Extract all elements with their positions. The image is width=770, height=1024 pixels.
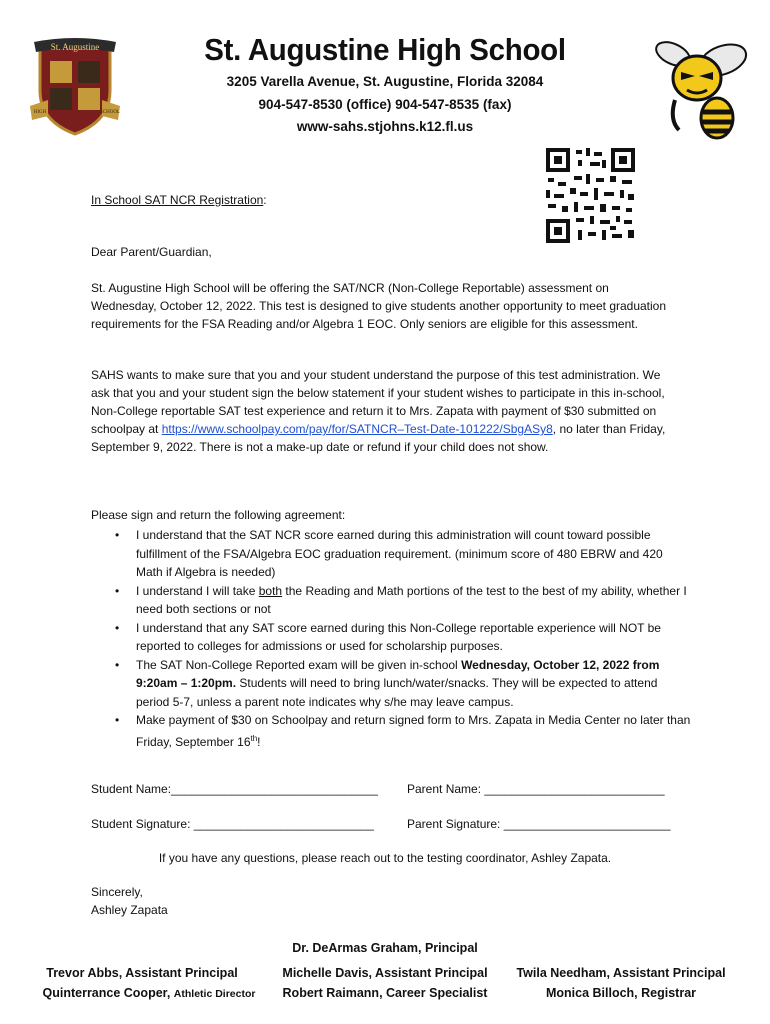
crest-left-text: HIGH bbox=[33, 110, 47, 115]
staff-mid-2: Robert Raimann, Career Specialist bbox=[282, 986, 488, 1000]
agreement-item bbox=[91, 656, 691, 712]
bullet: • bbox=[115, 528, 120, 542]
agreement-item-underlined: both bbox=[258, 583, 283, 598]
registration-heading-text: In School SAT NCR Registration bbox=[91, 193, 264, 207]
ordinal-suffix: th bbox=[250, 733, 258, 743]
crest-banner-text: St. Augustine bbox=[50, 42, 100, 52]
paragraph-offering: St. Augustine High School will be offering the SAT/NCR (Non-College Reportable) assessment on Wednesday, October 12, 2022. This test is designed to give students another opportunity to meet graduation requirements for the FSA Reading and/or Algebra 1 EOC. Only seniors are eligible for this assessment. bbox=[91, 281, 667, 331]
school-website[interactable]: www-sahs.stjohns.k12.fl.us bbox=[296, 119, 474, 134]
agreement-item-text: the Reading and Math portions of the test to the best of my ability, whether I need both sections or not bbox=[136, 583, 687, 616]
registration-heading bbox=[91, 193, 267, 207]
schoolpay-link[interactable]: https://www.schoolpay.com/pay/for/SATNCR–Test-Date-101222/SbgASy8 bbox=[161, 422, 553, 436]
staff-mid-1: Michelle Davis, Assistant Principal bbox=[282, 966, 488, 980]
staff-right-2: Monica Billoch, Registrar bbox=[545, 986, 697, 1000]
registration-heading-colon: : bbox=[263, 193, 267, 207]
agreement-item-text: The SAT Non-College Reported exam will be given in-school bbox=[136, 657, 462, 672]
staff-right-1: Twila Needham, Assistant Principal bbox=[516, 966, 726, 980]
school-title: St. Augustine High School bbox=[204, 32, 566, 67]
agreement-item bbox=[91, 526, 691, 582]
bullet: • bbox=[115, 713, 120, 727]
student-name-field[interactable]: Student Name:_______________________________ bbox=[91, 782, 378, 796]
agreement-list bbox=[91, 526, 691, 751]
agreement-item-text: I understand I will take bbox=[136, 583, 259, 598]
agreement-item-text: Students will need to bring lunch/water/snacks. They will be expected to attend period 5-7, unless a parent note indicates why s/he may leave campus. bbox=[136, 676, 658, 709]
student-signature-field[interactable]: Student Signature: ___________________________ bbox=[91, 817, 374, 831]
parent-signature-field[interactable]: Parent Signature: _________________________ bbox=[407, 817, 671, 831]
bullet: • bbox=[115, 583, 120, 598]
agreement-item-text: Make payment of $30 on Schoolpay and return signed form to Mrs. Zapata in Media Center no later than Friday, September 16 bbox=[136, 713, 691, 749]
crest-right-text: SCHOOL bbox=[99, 110, 120, 115]
paragraph-purpose-text-b: , no later than Friday, September 9, 2022. There is not a make-up date or refund if your child does not show. bbox=[91, 422, 666, 454]
agreement-item bbox=[91, 619, 691, 656]
staff-left-2-name: Quinterrance Cooper, bbox=[42, 986, 171, 1000]
salutation: Dear Parent/Guardian, bbox=[91, 245, 212, 259]
agreement-intro: Please sign and return the following agreement: bbox=[91, 508, 346, 522]
school-phone-fax: 904-547-8530 (office) 904-547-8535 (fax) bbox=[258, 97, 512, 112]
exam-date-time: Wednesday, October 12, 2022 from 9:20am – 1:20pm. bbox=[136, 657, 660, 690]
agreement-item-text: I understand that any SAT score earned during this Non-College reportable experience will NOT be reported to colleges for admissions or used for scholarship purposes. bbox=[136, 620, 661, 653]
school-address: 3205 Varella Avenue, St. Augustine, Florida 32084 bbox=[226, 74, 544, 89]
staff-left-2 bbox=[24, 986, 274, 1000]
agreement-item-text: I understand that the SAT NCR score earned during this administration will count toward possible fulfillment of the FSA/Algebra EOC graduation requirement. (minimum score of 480 EBRW and 420 Math if Algebra is needed) bbox=[136, 528, 663, 579]
parent-name-field[interactable]: Parent Name: ___________________________ bbox=[407, 782, 665, 796]
qr-code[interactable] bbox=[544, 146, 637, 245]
signer-name: Ashley Zapata bbox=[91, 903, 168, 917]
sincerely: Sincerely, bbox=[91, 885, 143, 899]
agreement-item bbox=[91, 711, 691, 751]
paragraph-purpose-text-a: SAHS wants to make sure that you and your student understand the purpose of this test administration. We ask that you and your student sign the below statement if your student wishes to participate in this in-school, Non-College reportable SAT test experience and return it to Mrs. Zapata with payment of $30 submitted on schoolpay at bbox=[91, 368, 665, 436]
principal-name: Dr. DeArmas Graham, Principal bbox=[292, 941, 478, 955]
bullet: • bbox=[115, 620, 120, 635]
agreement-item-text: ! bbox=[257, 734, 261, 749]
paragraph-purpose bbox=[91, 366, 681, 456]
staff-left-1: Trevor Abbs, Assistant Principal bbox=[46, 966, 238, 980]
bullet: • bbox=[115, 657, 120, 672]
staff-left-2-role: Athletic Director bbox=[173, 988, 256, 1000]
questions-note: If you have any questions, please reach out to the testing coordinator, Ashley Zapata. bbox=[158, 851, 612, 865]
agreement-item bbox=[91, 582, 691, 619]
